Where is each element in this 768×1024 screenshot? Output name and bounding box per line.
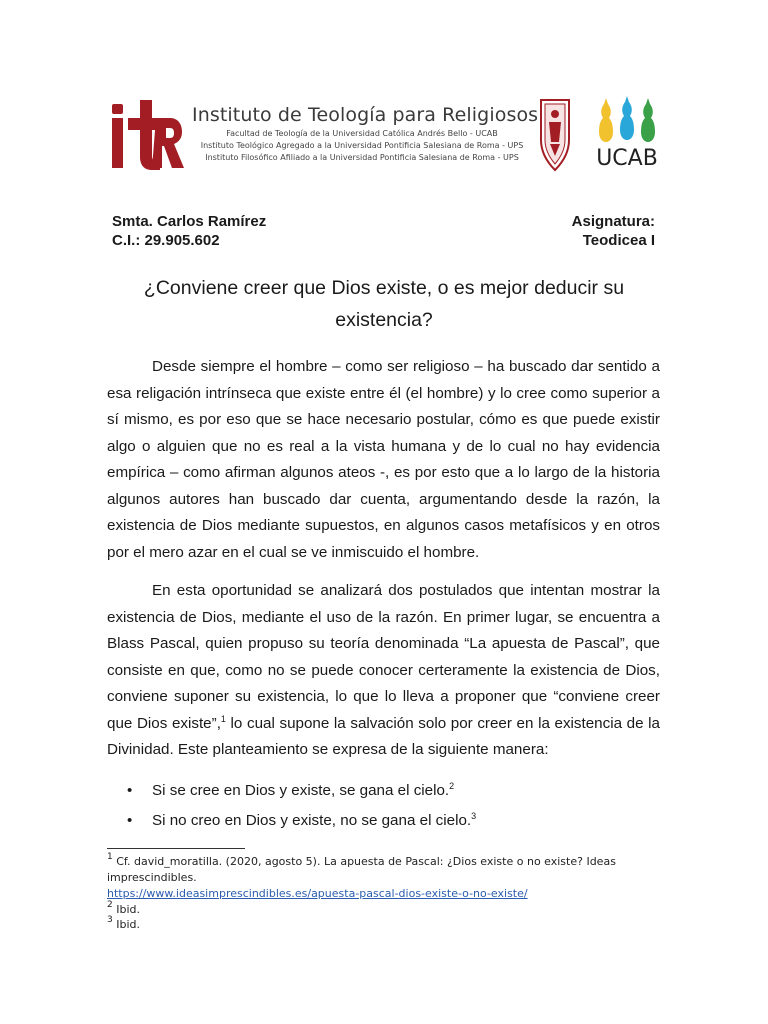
- list-item-text: Si no creo en Dios y existe, no se gana el cielo.: [152, 812, 472, 829]
- bullet-list: [127, 776, 476, 836]
- footnote-1: [107, 854, 667, 902]
- institute-subline: Facultad de Teología de la Universidad Católica Andrés Bello - UCAB: [226, 129, 498, 138]
- course-name: Teodicea I: [582, 232, 655, 249]
- footnote-ref: 3: [471, 811, 477, 821]
- institute-title: Instituto de Teología para Religiosos: [192, 104, 539, 126]
- paragraph-text: En esta oportunidad se analizará dos postulados que intentan mostrar la existencia de Dios, mediante el uso de la razón. En primer lugar, se encuentra a Blass Pascal, quien propuso su teoría denominada “La apuesta de Pascal”, que consiste en que, como no se puede conocer certeramente la existencia de Dios, conviene suponer su existencia, lo que lo lleva a proponer que “conviene creer que Dios existe”,: [107, 582, 660, 732]
- paragraph-intro: Desde siempre el hombre – como ser religioso – ha buscado dar sentido a esa religación intrínseca que existe entre él (el hombre) y lo cree como superior a sí mismo, es por eso que se hace necesario postular, cómo es que puede existir algo o alguien que no es real a la vista humana y de lo cual no hay evidencia empírica – como afirman algunos ateos -, es por esto que a lo largo de la historia algunos autores han buscado dar cuenta, argumentando desde la razón, la existencia de Dios mediante supuestos, en algunos casos metafísicos y en otros por el mero azar en el cual se ve inmiscuido el hombre.: [107, 358, 660, 561]
- author-id: C.I.: 29.905.602: [112, 232, 220, 249]
- footnote-ref: 1: [220, 713, 226, 724]
- list-item-text: Si se cree en Dios y existe, se gana el cielo.: [152, 782, 450, 799]
- list-item: [127, 806, 476, 836]
- footnote-2: [107, 902, 667, 918]
- footnote-number: 1: [107, 852, 113, 862]
- letterhead: [112, 96, 662, 176]
- itr-logo: [112, 98, 184, 170]
- footnote-text: Cf. david_moratilla. (2020, agosto 5). La apuesta de Pascal: ¿Dios existe o no existe? Ideas imprescindibles.: [107, 855, 616, 884]
- ucab-flames-icon: [594, 96, 660, 146]
- footnote-number: 3: [107, 915, 113, 925]
- institute-subline: Instituto Filosófico Afiliado a la Universidad Pontificia Salesiana de Roma - UPS: [205, 153, 519, 162]
- institute-subline: Instituto Teológico Agregado a la Universidad Pontificia Salesiana de Roma - UPS: [200, 141, 524, 150]
- ucab-logo: [594, 96, 660, 174]
- footnote-ref: 2: [449, 781, 455, 791]
- footnote-link[interactable]: https://www.ideasimprescindibles.es/apuesta-pascal-dios-existe-o-no-existe/: [107, 887, 528, 900]
- author-info: [112, 212, 266, 250]
- paragraph-pascal: [107, 578, 660, 764]
- footnote-text: Ibid.: [112, 918, 140, 931]
- footnote-separator: [107, 848, 245, 849]
- document-title: ¿Conviene creer que Dios existe, o es mejor deducir su existencia?: [143, 277, 625, 331]
- course-info: [572, 212, 655, 250]
- ucab-wordmark: UCAB: [596, 146, 658, 171]
- course-label: Asignatura:: [571, 213, 655, 230]
- university-seal-logo: [537, 96, 573, 172]
- footnote-number: 2: [107, 900, 113, 910]
- footnote-3: [107, 917, 667, 933]
- list-item: [127, 776, 476, 806]
- author-name: Smta. Carlos Ramírez: [112, 213, 267, 230]
- footnote-text: Ibid.: [112, 903, 140, 916]
- paragraph-text: lo cual supone la salvación solo por creer en la existencia de la Divinidad. Este planteamiento se expresa de la siguiente manera:: [107, 714, 660, 758]
